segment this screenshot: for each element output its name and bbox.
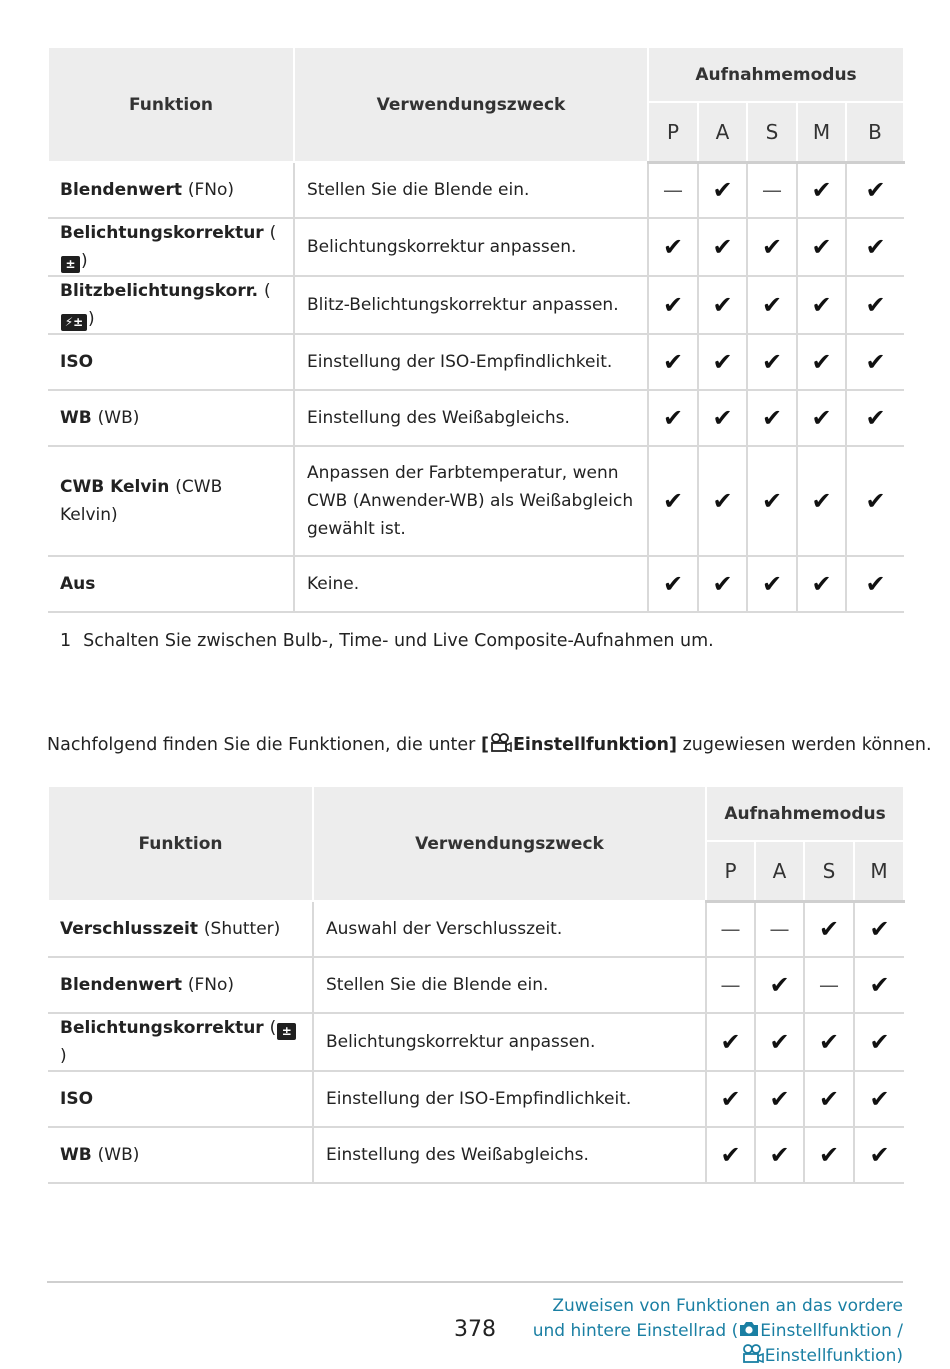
dash-icon: —	[648, 162, 698, 218]
table-row	[48, 1013, 904, 1071]
header-verwendungszweck: Verwendungszweck	[313, 786, 706, 901]
table-row	[48, 901, 904, 957]
camera-icon	[738, 1320, 760, 1338]
function-name: WB (WB)	[48, 1127, 313, 1183]
checkmark-icon: ✔	[797, 446, 846, 556]
header-mode-a: A	[698, 102, 747, 162]
table-row	[48, 218, 904, 276]
function-purpose: Einstellung des Weißabgleichs.	[294, 390, 648, 446]
header-mode-m: M	[854, 841, 904, 901]
table-row	[48, 334, 904, 390]
flash-exposure-compensation-icon: ⚡±	[61, 314, 87, 331]
function-name: WB (WB)	[48, 390, 294, 446]
checkmark-icon: ✔	[747, 446, 797, 556]
function-name: Belichtungskorrektur (± )	[48, 218, 294, 276]
function-table-photo	[47, 46, 905, 613]
checkmark-icon: ✔	[747, 276, 797, 334]
checkmark-icon: ✔	[804, 901, 854, 957]
checkmark-icon: ✔	[747, 390, 797, 446]
checkmark-icon: ✔	[846, 334, 904, 390]
checkmark-icon: ✔	[846, 162, 904, 218]
checkmark-icon: ✔	[755, 957, 804, 1013]
footnote	[60, 631, 714, 651]
table-row	[48, 556, 904, 612]
header-mode-s: S	[804, 841, 854, 901]
page-number: 378	[454, 1317, 496, 1342]
header-mode-m: M	[797, 102, 846, 162]
dash-icon: —	[804, 957, 854, 1013]
checkmark-icon: ✔	[797, 276, 846, 334]
checkmark-icon: ✔	[804, 1013, 854, 1071]
function-name: Blitzbelichtungskorr. (⚡± )	[48, 276, 294, 334]
checkmark-icon: ✔	[854, 1071, 904, 1127]
function-name: Verschlusszeit (Shutter)	[48, 901, 313, 957]
dash-icon: —	[747, 162, 797, 218]
function-purpose: Auswahl der Verschlusszeit.	[313, 901, 706, 957]
dash-icon: —	[706, 957, 755, 1013]
header-mode-s: S	[747, 102, 797, 162]
header-funktion: Funktion	[48, 786, 313, 901]
checkmark-icon: ✔	[648, 218, 698, 276]
function-purpose: Anpassen der Farbtemperatur, wenn CWB (Anwender-WB) als Weißabgleich gewählt ist.	[294, 446, 648, 556]
checkmark-icon: ✔	[804, 1071, 854, 1127]
checkmark-icon: ✔	[846, 276, 904, 334]
exposure-compensation-icon: ±	[277, 1023, 296, 1040]
checkmark-icon: ✔	[797, 334, 846, 390]
function-name: Aus	[48, 556, 294, 612]
function-purpose: Einstellung der ISO-Empfindlichkeit.	[313, 1071, 706, 1127]
function-purpose: Einstellung des Weißabgleichs.	[313, 1127, 706, 1183]
checkmark-icon: ✔	[755, 1127, 804, 1183]
checkmark-icon: ✔	[706, 1013, 755, 1071]
header-aufnahmemodus: Aufnahmemodus	[648, 47, 904, 102]
checkmark-icon: ✔	[648, 390, 698, 446]
checkmark-icon: ✔	[648, 446, 698, 556]
table-row	[48, 446, 904, 556]
table-row	[48, 957, 904, 1013]
header-mode-p: P	[706, 841, 755, 901]
function-name: ISO	[48, 1071, 313, 1127]
function-name: CWB Kelvin (CWB Kelvin)	[48, 446, 294, 556]
function-purpose: Belichtungskorrektur anpassen.	[313, 1013, 706, 1071]
checkmark-icon: ✔	[747, 334, 797, 390]
function-name: Blendenwert (FNo)	[48, 162, 294, 218]
checkmark-icon: ✔	[698, 334, 747, 390]
checkmark-icon: ✔	[797, 390, 846, 446]
checkmark-icon: ✔	[854, 1127, 904, 1183]
function-table-movie	[47, 785, 905, 1184]
checkmark-icon: ✔	[846, 218, 904, 276]
checkmark-icon: ✔	[755, 1013, 804, 1071]
checkmark-icon: ✔	[747, 556, 797, 612]
table-row	[48, 162, 904, 218]
checkmark-icon: ✔	[698, 446, 747, 556]
dash-icon: —	[706, 901, 755, 957]
movie-camera-icon	[741, 1344, 765, 1364]
checkmark-icon: ✔	[698, 556, 747, 612]
checkmark-icon: ✔	[755, 1071, 804, 1127]
function-purpose: Stellen Sie die Blende ein.	[294, 162, 648, 218]
section-link[interactable]: Zuweisen von Funktionen an das vordere und hintere Einstellrad ( Einstellfunktion / Einstellfunktion)	[532, 1296, 903, 1366]
function-name: ISO	[48, 334, 294, 390]
checkmark-icon: ✔	[747, 218, 797, 276]
header-funktion: Funktion	[48, 47, 294, 162]
intro-paragraph: Nachfolgend finden Sie die Funktionen, die unter [ Einstellfunktion] zugewiesen werden können.	[47, 735, 932, 755]
checkmark-icon: ✔	[698, 218, 747, 276]
checkmark-icon: ✔	[648, 556, 698, 612]
footnote-number: 1	[60, 631, 72, 651]
dash-icon: —	[755, 901, 804, 957]
checkmark-icon: ✔	[797, 162, 846, 218]
exposure-compensation-icon: ±	[61, 256, 80, 273]
checkmark-icon: ✔	[846, 556, 904, 612]
checkmark-icon: ✔	[706, 1127, 755, 1183]
function-purpose: Blitz-Belichtungskorrektur anpassen.	[294, 276, 648, 334]
function-name: Belichtungskorrektur ( ±)	[48, 1013, 313, 1071]
checkmark-icon: ✔	[854, 1013, 904, 1071]
header-verwendungszweck: Verwendungszweck	[294, 47, 648, 162]
checkmark-icon: ✔	[854, 901, 904, 957]
table-row	[48, 276, 904, 334]
header-mode-b: B	[846, 102, 904, 162]
checkmark-icon: ✔	[698, 276, 747, 334]
checkmark-icon: ✔	[846, 390, 904, 446]
checkmark-icon: ✔	[804, 1127, 854, 1183]
checkmark-icon: ✔	[648, 334, 698, 390]
function-purpose: Belichtungskorrektur anpassen.	[294, 218, 648, 276]
header-mode-a: A	[755, 841, 804, 901]
table-row	[48, 1127, 904, 1183]
checkmark-icon: ✔	[854, 957, 904, 1013]
function-purpose: Einstellung der ISO-Empfindlichkeit.	[294, 334, 648, 390]
footnote-text: Schalten Sie zwischen Bulb-, Time- und Live Composite-Aufnahmen um.	[83, 631, 714, 651]
header-aufnahmemodus: Aufnahmemodus	[706, 786, 904, 841]
movie-camera-icon	[489, 733, 513, 753]
checkmark-icon: ✔	[706, 1071, 755, 1127]
header-mode-p: P	[648, 102, 698, 162]
checkmark-icon: ✔	[648, 276, 698, 334]
table-row	[48, 1071, 904, 1127]
checkmark-icon: ✔	[846, 446, 904, 556]
checkmark-icon: ✔	[797, 218, 846, 276]
checkmark-icon: ✔	[797, 556, 846, 612]
checkmark-icon: ✔	[698, 162, 747, 218]
footer-divider	[47, 1281, 903, 1283]
function-name: Blendenwert (FNo)	[48, 957, 313, 1013]
table-row	[48, 390, 904, 446]
checkmark-icon: ✔	[698, 390, 747, 446]
function-purpose: Keine.	[294, 556, 648, 612]
function-purpose: Stellen Sie die Blende ein.	[313, 957, 706, 1013]
